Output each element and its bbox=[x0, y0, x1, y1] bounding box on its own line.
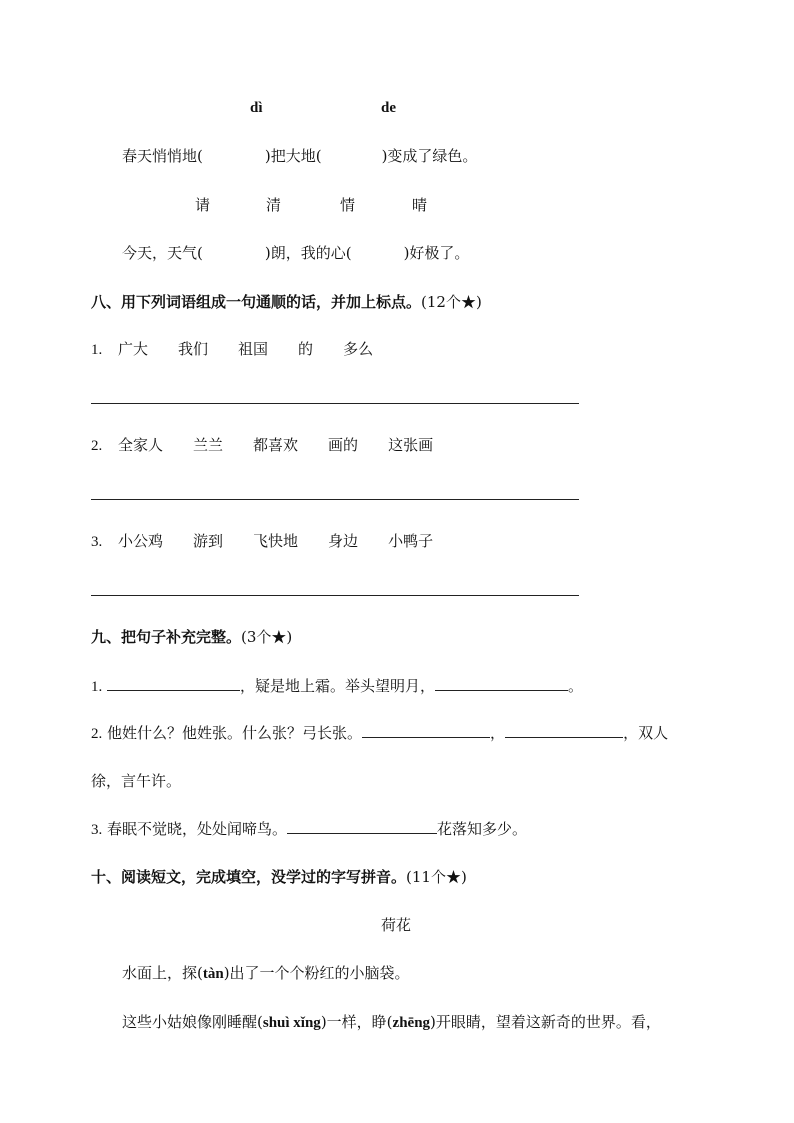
answer-blank[interactable] bbox=[362, 723, 490, 738]
char-choice-2: 清 bbox=[266, 196, 282, 214]
passage-paragraph-1: 水面上，探(tàn)出了一个个粉红的小脑袋。 bbox=[122, 964, 410, 982]
list-item: 3. 小公鸡 游到 飞快地 身边 小鸭子 bbox=[91, 532, 434, 550]
char-choice-3: 情 bbox=[340, 196, 356, 214]
answer-line[interactable] bbox=[91, 499, 579, 500]
answer-line[interactable] bbox=[91, 403, 579, 404]
poem-q3: 3. 春眠不觉晓，处处闻啼鸟。 花落知多少。 bbox=[91, 820, 528, 838]
char-choice-4: 晴 bbox=[412, 196, 428, 214]
pinyin-de: de bbox=[381, 100, 396, 116]
pinyin-di: dì bbox=[250, 100, 263, 116]
answer-blank[interactable] bbox=[505, 723, 623, 738]
answer-blank[interactable] bbox=[287, 819, 437, 834]
passage-title: 荷花 bbox=[381, 916, 412, 934]
passage-paragraph-2: 这些小姑娘像刚睡醒(shuì xǐng)一样，睁(zhēng)开眼睛，望着这新奇的世界。看， bbox=[122, 1013, 661, 1031]
poem-q2: 2. 他姓什么？他姓张。什么张？弓长张。 ， ，双人 bbox=[91, 724, 669, 742]
section-10-heading: 十、阅读短文，完成填空，没学过的字写拼音。(11个★) bbox=[91, 868, 467, 886]
section-9-heading: 九、把句子补充完整。(3个★) bbox=[91, 628, 293, 646]
poem-q1: 1. ，疑是地上霜。举头望明月， 。 bbox=[91, 677, 584, 695]
answer-line[interactable] bbox=[91, 595, 579, 596]
sentence-today: 今天，天气( )朗，我的心( )好极了。 bbox=[122, 244, 470, 262]
section-8-heading: 八、用下列词语组成一句通顺的话，并加上标点。(12个★) bbox=[91, 293, 482, 311]
char-choice-1: 请 bbox=[195, 196, 211, 214]
answer-blank[interactable] bbox=[435, 676, 568, 691]
sentence-spring: 春天悄悄地( )把大地( )变成了绿色。 bbox=[122, 147, 478, 165]
list-item: 2. 全家人 兰兰 都喜欢 画的 这张画 bbox=[91, 436, 434, 454]
answer-blank[interactable] bbox=[107, 676, 240, 691]
list-item: 1. 广大 我们 祖国 的 多么 bbox=[91, 340, 374, 358]
poem-q2-continued: 徐，言午许。 bbox=[91, 772, 182, 790]
